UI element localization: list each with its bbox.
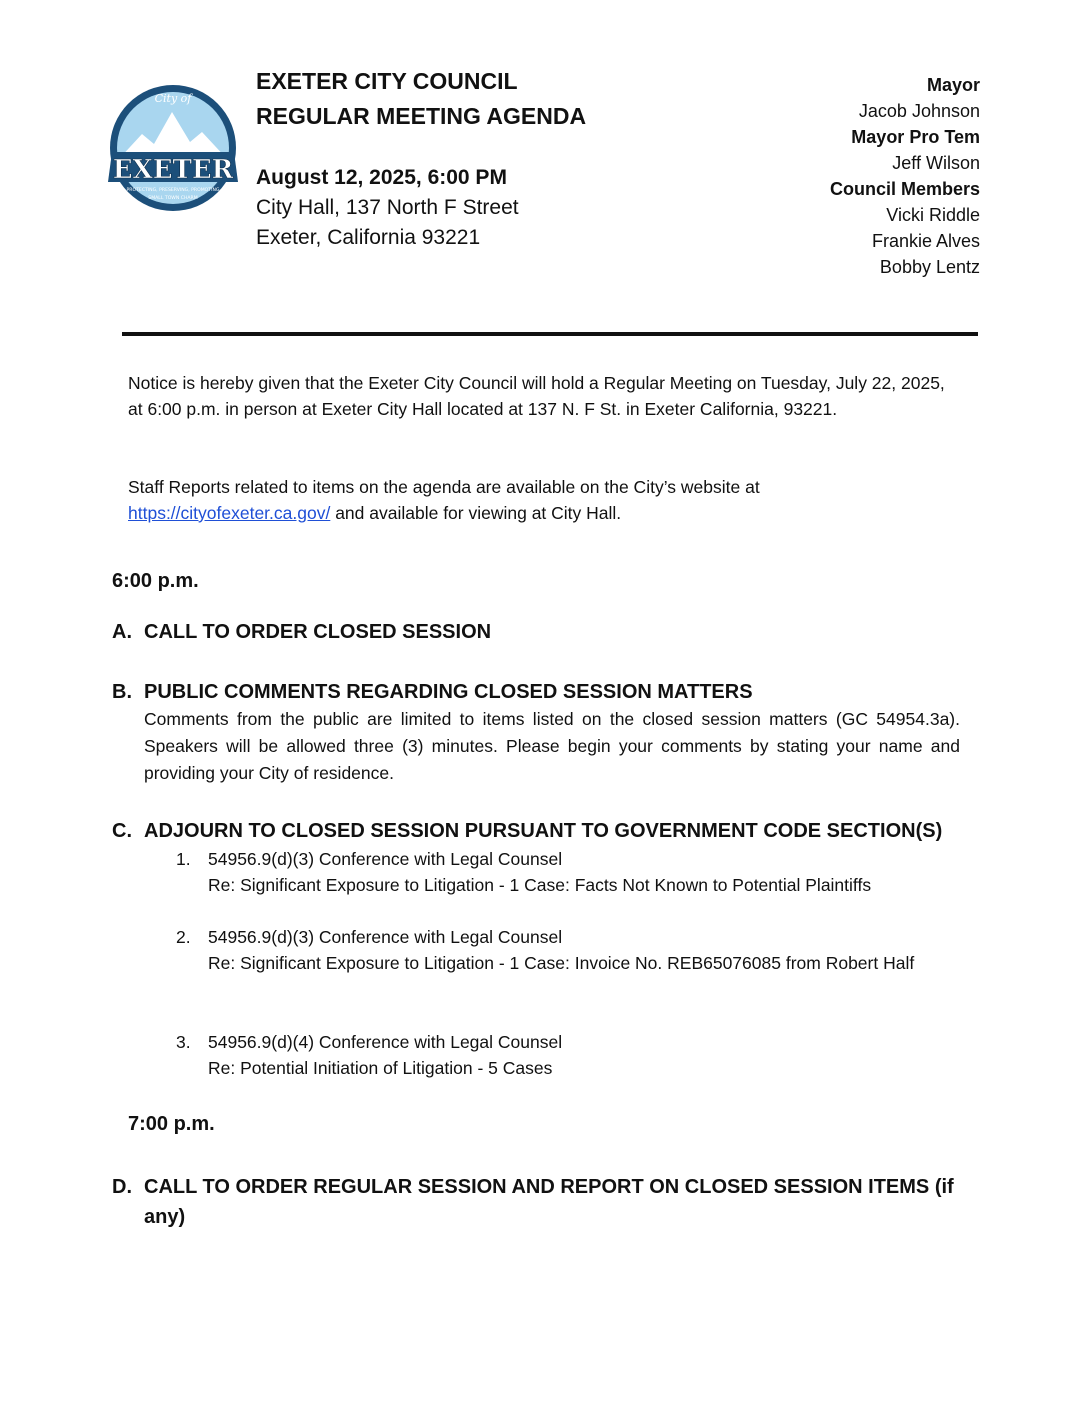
staff-reports-tail: and available for viewing at City Hall. bbox=[330, 503, 622, 523]
mayor-label: Mayor bbox=[926, 75, 980, 95]
city-seal-logo bbox=[102, 82, 244, 218]
item-number: 2. bbox=[176, 927, 191, 947]
council-roster bbox=[720, 72, 980, 280]
item-title: 54956.9(d)(3) Conference with Legal Counsel bbox=[208, 849, 563, 869]
address-line1: City Hall, 137 North F Street bbox=[256, 196, 519, 219]
svg-text:SMALL TOWN CHARM: SMALL TOWN CHARM bbox=[148, 196, 198, 201]
time-heading-1: 6:00 p.m. bbox=[112, 570, 199, 592]
item-number: 3. bbox=[176, 1032, 191, 1052]
meeting-date: August 12, 2025, 6:00 PM bbox=[256, 166, 507, 189]
section-letter: B. bbox=[112, 681, 132, 703]
staff-reports-notice bbox=[128, 474, 960, 526]
staff-reports-text: Staff Reports related to items on the agenda are available on the City’s website at bbox=[128, 477, 760, 497]
section-letter: C. bbox=[112, 820, 132, 842]
list-item bbox=[176, 924, 956, 976]
item-title: 54956.9(d)(4) Conference with Legal Counsel bbox=[208, 1032, 563, 1052]
time-heading-2: 7:00 p.m. bbox=[128, 1113, 215, 1135]
council-member: Vicki Riddle bbox=[886, 205, 980, 225]
section-letter: D. bbox=[112, 1176, 132, 1198]
item-detail: Re: Significant Exposure to Litigation - 1 Case: Invoice No. REB65076085 from Robert Half bbox=[208, 953, 915, 973]
item-detail: Re: Potential Initiation of Litigation - 5 Cases bbox=[208, 1058, 553, 1078]
header-divider bbox=[122, 332, 978, 336]
section-title: CALL TO ORDER REGULAR SESSION AND REPORT ON CLOSED SESSION ITEMS (if any) bbox=[144, 1176, 954, 1228]
section-a bbox=[112, 617, 972, 647]
list-item bbox=[176, 846, 956, 898]
section-b bbox=[112, 677, 972, 707]
agenda-title-line2: REGULAR MEETING AGENDA bbox=[256, 103, 587, 129]
pro-tem-label: Mayor Pro Tem bbox=[851, 127, 980, 147]
item-number: 1. bbox=[176, 849, 191, 869]
svg-text:EXETER: EXETER bbox=[112, 155, 234, 185]
list-item bbox=[176, 1029, 956, 1081]
city-website-link[interactable]: https://cityofexeter.ca.gov/ bbox=[128, 503, 331, 523]
svg-text:PROTECTING, PRESERVING, PROMOT: PROTECTING, PRESERVING, PROMOTING bbox=[126, 188, 220, 193]
item-title: 54956.9(d)(3) Conference with Legal Counsel bbox=[208, 927, 563, 947]
address-line2: Exeter, California 93221 bbox=[256, 226, 481, 249]
section-b-description: Comments from the public are limited to items listed on the closed session matters (GC 54954.3a). Speakers will be allowed three (3) minutes. Please begin your comments by stating your name and providing your City of residence. bbox=[144, 709, 960, 783]
meeting-notice: Notice is hereby given that the Exeter City Council will hold a Regular Meeting on Tuesday, July 22, 2025, at 6:00 p.m. in person at Exeter City Hall located at 137 N. F St. in Exeter California, 93221. bbox=[128, 373, 945, 419]
agenda-title-line1: EXETER CITY COUNCIL bbox=[256, 68, 518, 94]
section-title: PUBLIC COMMENTS REGARDING CLOSED SESSION MATTERS bbox=[144, 681, 753, 703]
svg-text:City of: City of bbox=[154, 92, 192, 105]
mayor-name: Jacob Johnson bbox=[858, 101, 980, 121]
section-d bbox=[112, 1172, 972, 1232]
members-label: Council Members bbox=[829, 179, 980, 199]
section-c bbox=[112, 816, 972, 846]
pro-tem-name: Jeff Wilson bbox=[892, 153, 980, 173]
section-title: CALL TO ORDER CLOSED SESSION bbox=[144, 621, 492, 643]
council-member: Bobby Lentz bbox=[879, 257, 980, 277]
item-detail: Re: Significant Exposure to Litigation - 1 Case: Facts Not Known to Potential Plaintiffs bbox=[208, 875, 872, 895]
section-title: ADJOURN TO CLOSED SESSION PURSUANT TO GOVERNMENT CODE SECTION(S) bbox=[144, 820, 943, 842]
section-letter: A. bbox=[112, 621, 132, 643]
council-member: Frankie Alves bbox=[871, 231, 980, 251]
